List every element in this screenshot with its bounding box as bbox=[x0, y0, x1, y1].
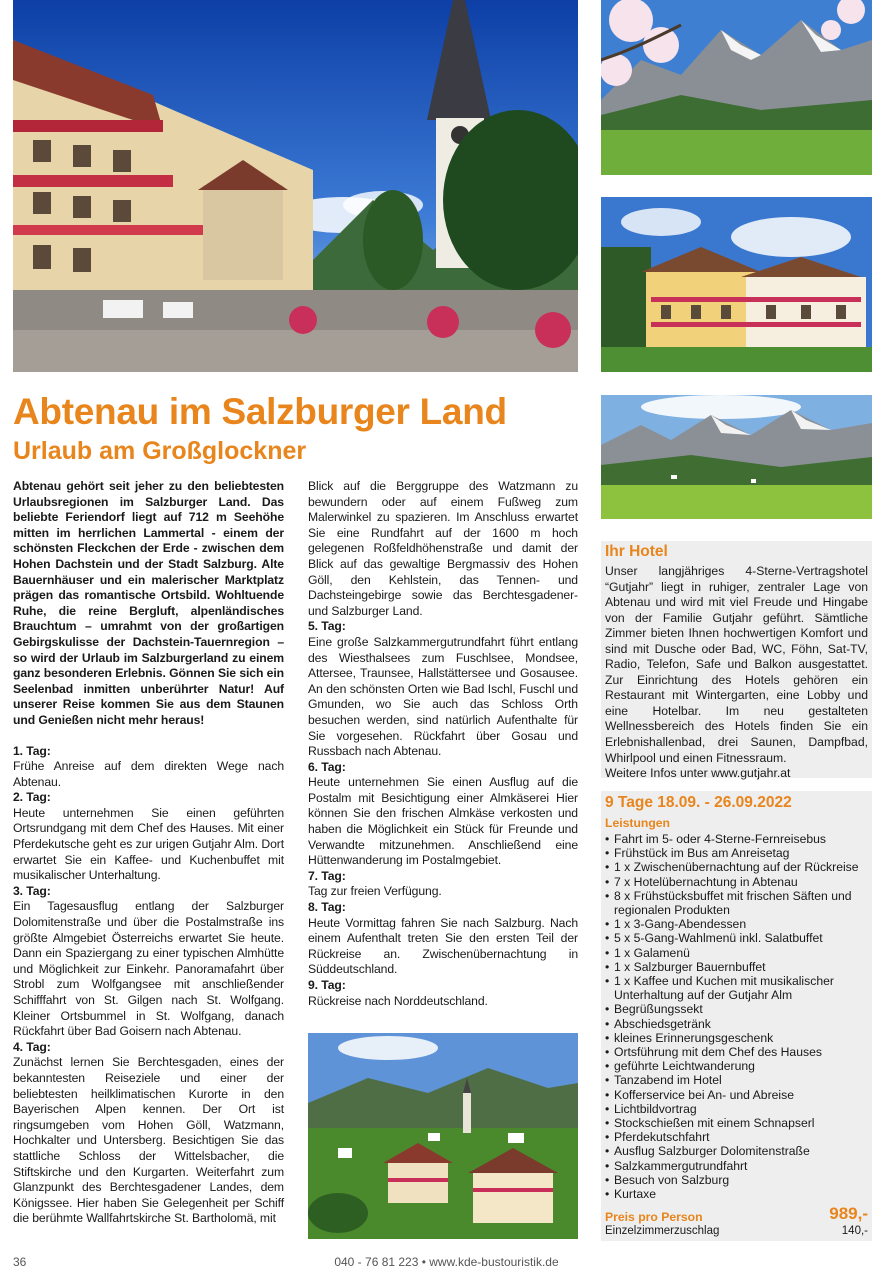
list-item: • 1 x Salzburger Bauernbuffet bbox=[605, 960, 870, 974]
list-item: • Begrüßungssekt bbox=[605, 1002, 870, 1016]
day-7-text: Tag zur freien Verfügung. bbox=[308, 884, 442, 899]
list-item: • Tanzabend im Hotel bbox=[605, 1073, 870, 1087]
list-item: • geführte Leichtwanderung bbox=[605, 1059, 870, 1073]
trip-info-box bbox=[601, 791, 872, 1241]
day-6-text: Heute unternehmen Sie einen Ausflug auf die Postalm mit Besichtigung einer Almkäserei Hier können Sie den frischen Almkäse verkosten und haben die Möglichkeit ein Stück für Freunde und Verwandte mitzunehmen. Anschließend eine Hüttenwanderung im Postalmgebiet. bbox=[308, 775, 578, 868]
day-4-label: 4. Tag: bbox=[13, 1039, 51, 1054]
list-item: • Abschiedsgetränk bbox=[605, 1017, 870, 1031]
list-item: • Frühstück im Bus am Anreisetag bbox=[605, 846, 870, 860]
list-item: • Pferdekutschfahrt bbox=[605, 1130, 870, 1144]
list-item: • Fahrt im 5- oder 4-Sterne-Fernreisebus bbox=[605, 832, 870, 846]
surcharge-value: 140,- bbox=[841, 1225, 868, 1237]
day-4-continued-text: Blick auf die Berggruppe des Watzmann zu bewundern oder auf einem Fußweg zum Malerwinkel zu spazieren. Im Anschluss erwartet Sie eine Rundfahrt auf der 1600 m hoch gelegenen Roßfeldhöhenstraße und damit der Blick auf das gewaltige Bergmassiv des Hohen Göll, den Kehlstein, das Tennen- und Dachsteingebirge sowie das Berchtesgadener- und Salzburger Land. bbox=[308, 479, 578, 618]
day-9-text: Rückreise nach Norddeutschland. bbox=[308, 993, 488, 1008]
hotel-title: Ihr Hotel bbox=[605, 543, 668, 560]
surcharge-label: Einzelzimmerzuschlag bbox=[605, 1225, 720, 1237]
page-subtitle: Urlaub am Großglockner bbox=[13, 437, 307, 465]
services-list bbox=[605, 832, 870, 1201]
list-item: • 1 x Kaffee und Kuchen mit musikalischer Unterhaltung auf der Gutjahr Alm bbox=[605, 974, 870, 1002]
day-5-label: 5. Tag: bbox=[308, 619, 346, 634]
list-item: • 7 x Hotelübernachtung in Abtenau bbox=[605, 875, 870, 889]
page-title: Abtenau im Salzburger Land bbox=[13, 391, 507, 432]
day-1-label: 1. Tag: bbox=[13, 743, 51, 758]
list-item: • 1 x Zwischenübernachtung auf der Rückreise bbox=[605, 860, 870, 874]
hotel-description bbox=[605, 564, 868, 782]
services-label: Leistungen bbox=[605, 816, 671, 830]
day-1-text: Frühe Anreise auf dem direkten Wege nach Abtenau. bbox=[13, 759, 284, 789]
trip-dates-title: 9 Tage 18.09. - 26.09.2022 bbox=[605, 794, 792, 811]
list-item: • Kofferservice bei An- und Abreise bbox=[605, 1088, 870, 1102]
list-item: • Besuch von Salzburg bbox=[605, 1173, 870, 1187]
day-2-text: Heute unternehmen Sie einen geführten Ortsrundgang mit dem Chef des Hauses. Mit einer Pferdekutsche geht es zur urigen Gutjahr Alm. Dort erwartet Sie ein Kaffee- und Kuchenbuffet mit musikalischer Unterhaltung. bbox=[13, 805, 284, 883]
footer-contact: 040 - 76 81 223 • www.kde-bustouristik.de bbox=[334, 1255, 559, 1269]
hotel-info-box bbox=[601, 541, 872, 781]
day-4-text: Zunächst lernen Sie Berchtesgaden, eines der bekanntesten Reiseziele und einer der beliebtesten heilklimatischen Kurorte in den Bayerischen Alpen kennen. Der Ort ist ringsumgeben vom Hohen Göll, Watzmann, Hochkalter und Untersberg. Besichtigen Sie das stattliche Schloss der Wittelsbacher, die Stiftskirche und den Kurgarten. Weiterfahrt zum Glanzpunkt des Berchtesgadener Landes, dem Königssee. Hier haben Sie Gelegenheit per Schiff die berühmte Wallfahrtskirche St. Bartholomä, mit bbox=[13, 1055, 284, 1226]
day-8-label: 8. Tag: bbox=[308, 900, 346, 915]
photo-hotel-building bbox=[601, 197, 872, 372]
photo-alpine-panorama bbox=[601, 395, 872, 519]
hotel-description-text: Unser langjähriges 4-Sterne-Vertragshotel “Gutjahr” liegt in ruhiger, zentraler Lage von Abtenau und wird mit viel Freude und Hingabe von der Familie Gutjahr geführt. Sämtliche Zimmer bieten Ihnen hochwertigen Komfort und sind mit Dusche oder Bad, WC, Föhn, Sat-TV, Radio, Telefon, Safe und Balkon ausgestattet. Zur Einrichtung des Hotels gehören ein Restaurant mit Wintergarten, eine Lobby und eine Hotelbar. Im neu gestalteten Wellnessbereich des Hotels finden Sie ein Erlebnishallenbad, drei Saunen, Dampfbad, Whirlpool und einen Fitnessraum. bbox=[605, 564, 868, 765]
list-item: • Lichtbildvortrag bbox=[605, 1102, 870, 1116]
photo-village bbox=[308, 1033, 578, 1239]
day-7-label: 7. Tag: bbox=[308, 868, 346, 883]
day-3-text: Ein Tagesausflug entlang der Salzburger Dolomitenstraße und über die Postalmstraße ins größte Almgebiet Österreichs erwartet Sie heute. Dann ein Spaziergang zu einer typischen Almhütte und Möglichkeit zur Einkehr. Panoramafahrt über Strobl zum Wolfgangsee mit anschließender Schifffahrt von St. Gilgen nach St. Wolfgang. Kleiner Ortsbummel in St. Wolfgang, danach Rückfahrt über Bad Goisern nach Abtenau. bbox=[13, 899, 284, 1039]
price-label: Preis pro Person bbox=[605, 1210, 703, 1224]
list-item: • 1 x Galamenü bbox=[605, 946, 870, 960]
list-item: • kleines Erinnerungsgeschenk bbox=[605, 1031, 870, 1045]
photo-mountain-blossom bbox=[601, 0, 872, 175]
day-9-label: 9. Tag: bbox=[308, 978, 346, 992]
day-5-text: Eine große Salzkammergutrundfahrt führt entlang des Wiesthalsees zum Fuschlsee, Mondsee, Attersee, Traunsee, Hallstättersee und Gosausee. An den schönsten Orten wie Bad Ischl, Fuschl und Gmunden, wo Sie auch das Schloss Orth besuchen werden, sind natürlich Aufenthalte für Sie vorgesehen. Rückfahrt über Gosau und Russbach nach Abtenau. bbox=[308, 634, 578, 759]
hero-photo-town-square bbox=[13, 0, 578, 372]
itinerary-column-right bbox=[308, 479, 578, 1009]
day-6-label: 6. Tag: bbox=[308, 759, 346, 774]
price-value: 989,- bbox=[829, 1204, 868, 1223]
day-3-label: 3. Tag: bbox=[13, 883, 51, 898]
day-2-label: 2. Tag: bbox=[13, 790, 51, 805]
list-item: • Ortsführung mit dem Chef des Hauses bbox=[605, 1045, 870, 1059]
list-item: • Kurtaxe bbox=[605, 1187, 870, 1201]
list-item: • Stockschießen mit einem Schnapserl bbox=[605, 1116, 870, 1130]
page-number: 36 bbox=[13, 1255, 27, 1269]
list-item: • 8 x Frühstücksbuffet mit frischen Säften und regionalen Produkten bbox=[605, 889, 870, 917]
list-item: • 1 x 3-Gang-Abendessen bbox=[605, 917, 870, 931]
day-8-text: Heute Vormittag fahren Sie nach Salzburg. Nach einem Aufenthalt treten Sie den ersten Teil der Rückreise an. Zwischenübernachtung in Süddeutschland. bbox=[308, 915, 578, 977]
list-item: • Ausflug Salzburger Dolomitenstraße bbox=[605, 1144, 870, 1158]
hotel-website-link[interactable]: Weitere Infos unter www.gutjahr.at bbox=[605, 766, 791, 781]
intro-text: Abtenau gehört seit jeher zu den beliebtesten Urlaubsregionen im Salzburger Land. Das beliebte Feriendorf liegt auf 712 m Seehöhe mitten im herrlichen Lammertal - einem der schönsten Fleckchen der Erde - zwischen dem Hohen Dachstein und der Stadt Salzburg. Alte Bauernhäuser und ein malerischer Marktplatz prägen das romantische Ortsbild. Wohltuende Ruhe, die reine Bergluft, alpenländisches Brauchtum – umrahmt von der großartigen Gebirgskulisse der Dachstein-Tauernregion – so wird der Urlaub im Salzburgerland zu einem ganz besonderen Erlebnis. Gönnen Sie sich ein Seelenbad inmitten unberührter Natur! Auf unserer Reise kommen Sie aus dem Staunen und Genießen nicht mehr heraus! bbox=[13, 479, 284, 727]
list-item: • 5 x 5-Gang-Wahlmenü inkl. Salatbuffet bbox=[605, 931, 870, 945]
itinerary-column-left bbox=[13, 479, 284, 1227]
list-item: • Salzkammergutrundfahrt bbox=[605, 1159, 870, 1173]
